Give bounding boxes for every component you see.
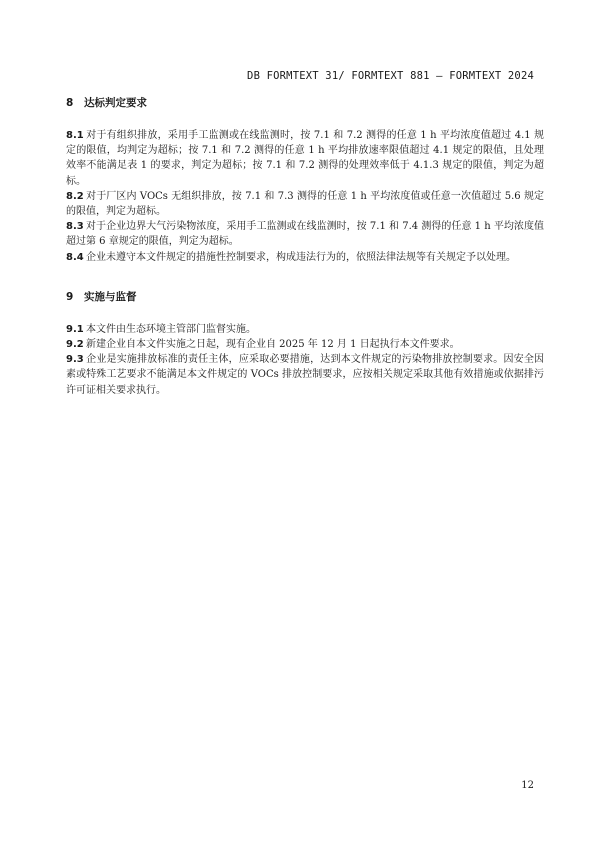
section-number: 9: [66, 290, 74, 303]
clause-8-4: [66, 250, 544, 265]
section-heading: [66, 95, 544, 111]
clause-number: 9.2: [66, 339, 84, 351]
section-9: [66, 289, 544, 398]
clause-text: 企业未遵守本文件规定的措施性控制要求，构成违法行为的，依照法律法规等有关规定予以处理。: [86, 251, 516, 263]
clause-number: 8.4: [66, 251, 84, 263]
document-header-code: DB FORMTEXT 31/ FORMTEXT 881 — FORMTEXT 2024: [247, 70, 534, 82]
page-number: 12: [521, 780, 534, 791]
clause-text: 企业是实施排放标准的责任主体，应采取必要措施，达到本文件规定的污染物排放控制要求。因安全因素或特殊工艺要求不能满足本文件规定的 VOCs 排放控制要求，应按相关规定采取其他有效措施或依据排污许可证相关要求执行。: [66, 354, 544, 396]
section-number: 8: [66, 97, 74, 109]
clause-text: 新建企业自本文件实施之日起，现有企业自 2025 年 12 月 1 日起执行本文件要求。: [86, 339, 460, 351]
clause-text: 对于有组织排放，采用手工监测或在线监测时，按 7.1 和 7.2 测得的任意 1 h 平均浓度值超过 4.1 规定的限值，均判定为超标；按 7.1 和 7.2 测得的任意 1 h 平均排放速率限值超过 4.1 规定的限值，且处理效率不能满足表 1 的要求，判定为超标；按 7.1 和 7.2 测得的处理效率低于 4.1.3 规定的限值，判定为超标。: [66, 130, 544, 187]
clause-9-2: [66, 337, 544, 352]
clause-number: 8.1: [66, 130, 84, 141]
section-title: 达标判定要求: [84, 97, 147, 109]
section-heading: [66, 289, 544, 305]
section-spacer: [66, 265, 544, 289]
clause-number: 9.3: [66, 354, 84, 366]
clause-text: 本文件由生态环境主管部门监督实施。: [86, 323, 256, 335]
clause-text: 对于企业边界大气污染物浓度，采用手工监测或在线监测时，按 7.1 和 7.4 测得的任意 1 h 平均浓度值超过第 6 章规定的限值，判定为超标。: [66, 221, 544, 248]
clause-9-3: [66, 352, 544, 398]
clause-8-2: [66, 189, 544, 219]
clause-text: 对于厂区内 VOCs 无组织排放，按 7.1 和 7.3 测得的任意 1 h 平均浓度值或任意一次值超过 5.6 规定的限值，判定为超标。: [66, 190, 544, 218]
document-body: [66, 95, 544, 398]
clause-number: 8.3: [66, 221, 84, 233]
section-title: 实施与监督: [84, 290, 137, 303]
clause-number: 8.2: [66, 190, 84, 202]
clause-number: 9.1: [66, 323, 84, 335]
clause-9-1: [66, 322, 544, 337]
clause-8-1: [66, 128, 544, 189]
section-8: [66, 95, 544, 265]
clause-8-3: [66, 219, 544, 249]
